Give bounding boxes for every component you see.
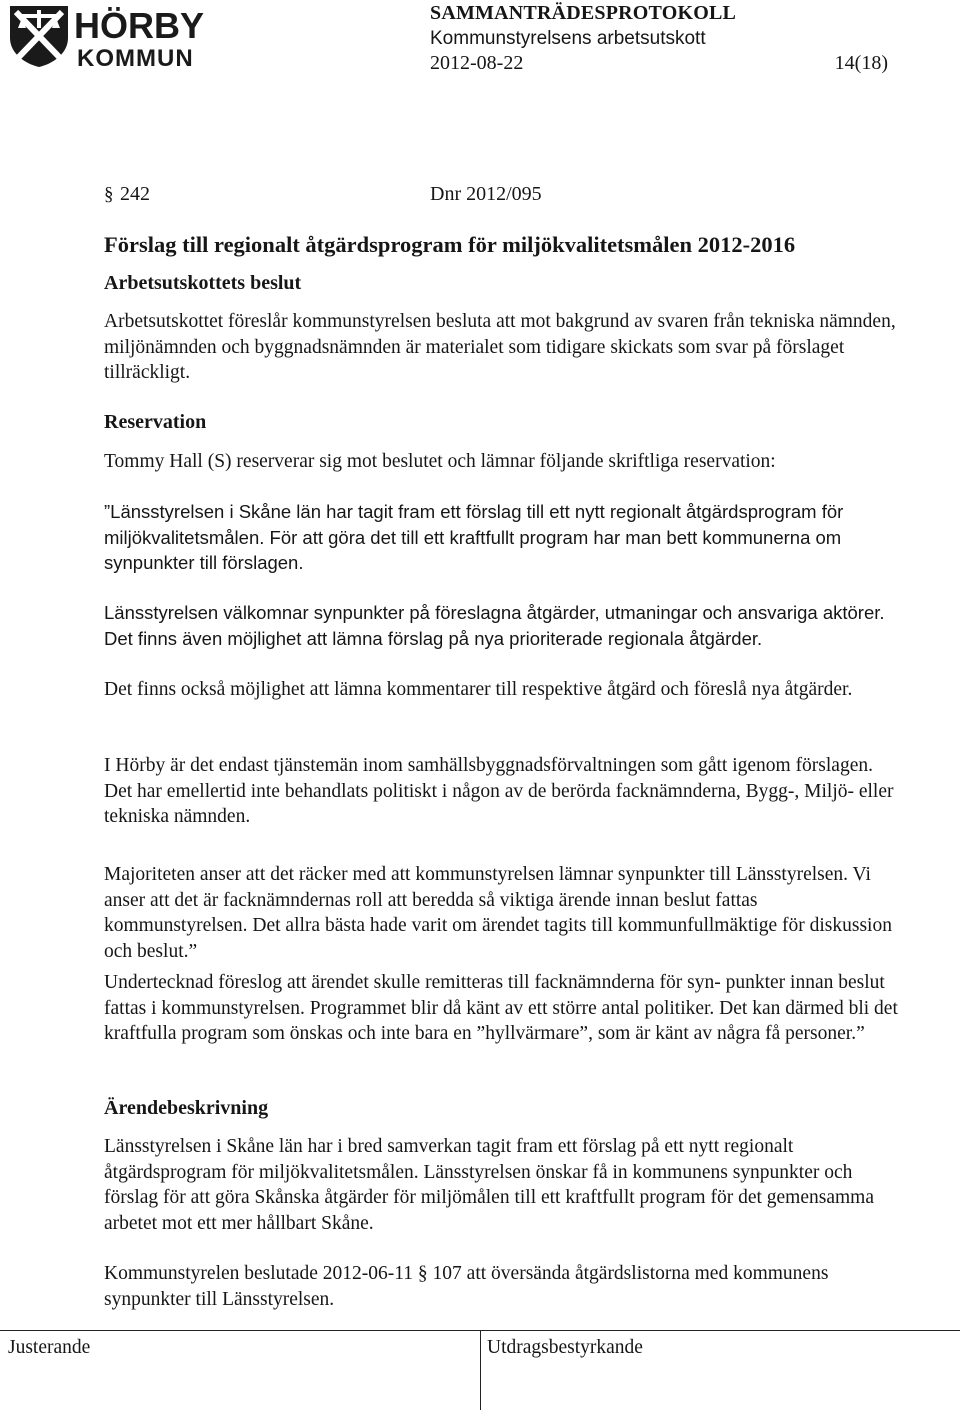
svg-text:KOMMUN: KOMMUN	[77, 45, 194, 72]
reservation-paragraph: Undertecknad föreslog att ärendet skulle remitteras till facknämnderna för syn- punkter innan beslut fattas i kommunstyrelsen. Programmet blir då känt av ett större antal politiker. Det kan därmed bli det kraftfulla program som önskas och inte bara en ”hyllvärmare”, som är känt av några få personer.”	[104, 972, 898, 1044]
case-description-text: Länsstyrelsen i Skåne län har i bred samverkan tagit fram ett förslag på ett nytt regionalt åtgärdsprogram för miljökvalitetsmålen. Länsstyrelsen önskar få in kommunens synpunkter och förslag för att göra Skånska åtgärder för miljömålen till ett kraftfullt program för det gemensamma arbetet mot ett mer hållbart Skåne.	[104, 1136, 874, 1234]
reservation-paragraph: Det finns också möjlighet att lämna kommentarer till respektive åtgärd och föreslå nya åtgärder.	[104, 679, 853, 700]
reservation-paragraph: I Hörby är det endast tjänstemän inom samhällsbyggnadsförvaltningen som gått igenom förslagen. Det har emellertid inte behandlats politiskt i någon av de berörda facknämnderna, Bygg-, Miljö- eller tekniska nämnden.	[104, 755, 894, 827]
paragraph-number: 242	[120, 183, 150, 205]
meeting-date: 2012-08-22	[430, 52, 524, 74]
decision-text: Arbetsutskottet föreslår kommunstyrelsen besluta att mot bakgrund av svaren från tekniska nämnden, miljönämnden och byggnadsnämnden är materialet som tidigare skickats som svar på förslaget tillräckligt.	[104, 311, 896, 383]
section-symbol: §	[104, 184, 114, 205]
reservation-paragraph: Länsstyrelsen välkomnar synpunkter på föreslagna åtgärder, utmaningar och ansvariga aktörer. Det finns även möjlighet att lämna förslag på nya prioriterade regionala åtgärder.	[104, 602, 885, 649]
committee-name: Kommunstyrelsens arbetsutskott	[430, 28, 706, 49]
adjuster-field-label: Justerande	[8, 1337, 91, 1358]
coat-of-arms-icon	[10, 6, 68, 67]
decision-heading: Arbetsutskottets beslut	[104, 272, 302, 294]
svg-text:HÖRBY: HÖRBY	[74, 5, 205, 46]
reservation-heading: Reservation	[104, 411, 207, 433]
item-title: Förslag till regionalt åtgärdsprogram för miljökvalitetsmålen 2012-2016	[104, 232, 796, 257]
reservation-paragraph: Majoriteten anser att det räcker med att kommunstyrelsen lämnar synpunkter till Länsstyrelsen. Vi anser att det är facknämndernas roll att beredda så viktiga ärende innan beslut fattas kommunstyrelsen. Det allra bästa hade varit om ärendet tagits till kommunfullmäktige för diskussion och beslut.”	[104, 864, 892, 962]
reservation-paragraph: ”Länsstyrelsen i Skåne län har tagit fram ett förslag till ett nytt regionalt åtgärdsprogram för miljökvalitetsmålen. För att göra det till ett kraftfullt program har man bett kommunerna om synpunkter till förslagen.	[104, 501, 844, 573]
signature-separator	[480, 1330, 481, 1410]
reservation-intro: Tommy Hall (S) reserverar sig mot beslutet och lämnar följande skriftliga reservation:	[104, 451, 776, 472]
extract-certification-label: Utdragsbestyrkande	[487, 1337, 643, 1358]
protocol-title: SAMMANTRÄDESPROTOKOLL	[430, 2, 737, 24]
case-description-text: Kommunstyrelen beslutade 2012-06-11 § 107 att översända åtgärdslistorna med kommunens synpunkter till Länsstyrelsen.	[104, 1263, 829, 1310]
page-number: 14(18)	[834, 52, 888, 74]
horby-kommun-logo	[8, 4, 205, 72]
case-description-heading: Ärendebeskrivning	[104, 1097, 269, 1119]
diary-number: Dnr 2012/095	[430, 183, 542, 205]
